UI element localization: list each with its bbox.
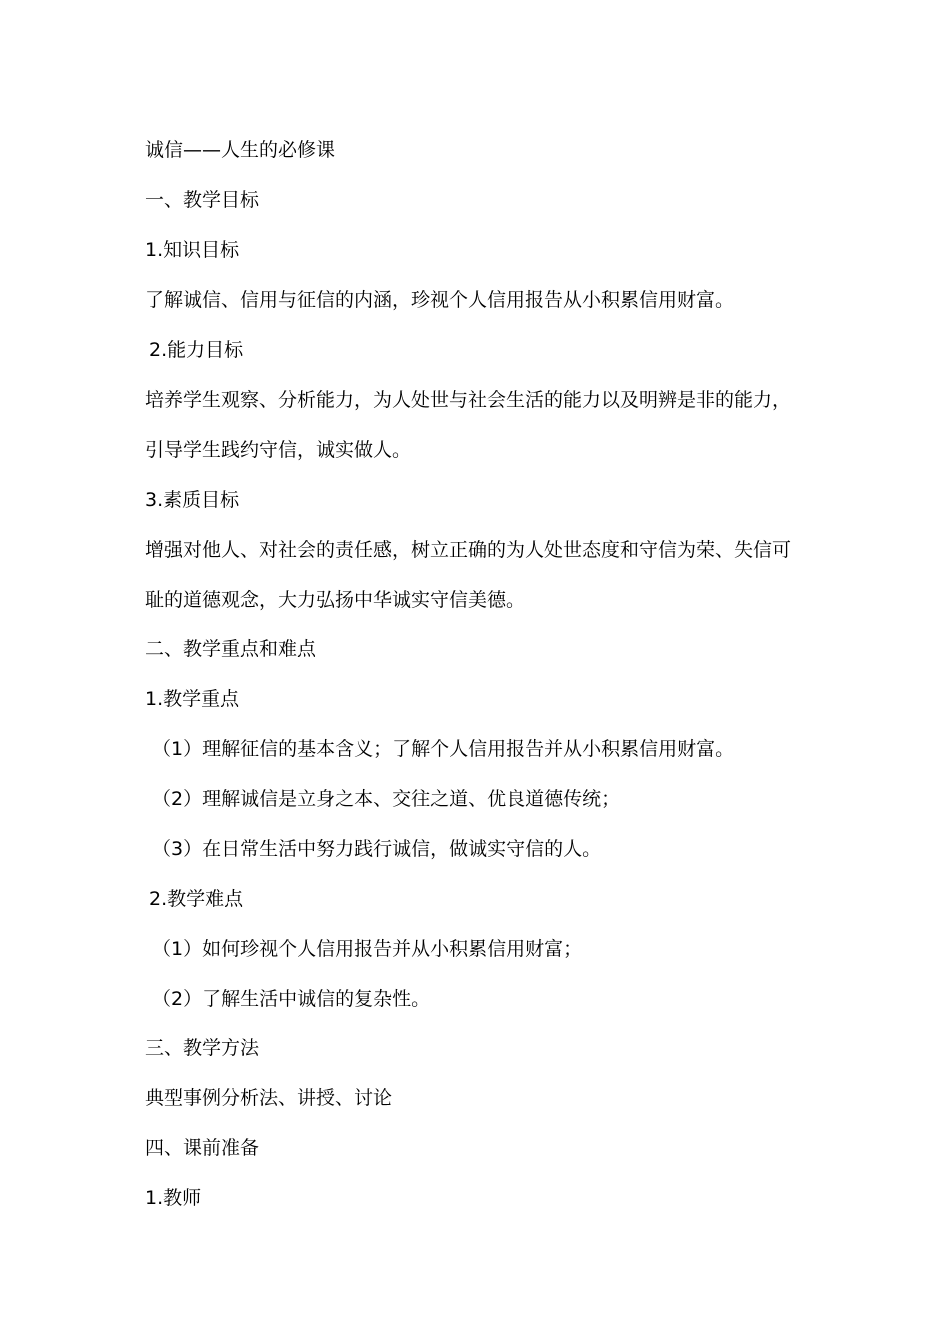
section-heading-teaching-goals: 一、教学目标 [145, 189, 260, 211]
subheading-teaching-difficulty: 2.教学难点 [149, 888, 244, 910]
list-item-focus-1: （1）理解征信的基本含义；了解个人信用报告并从小积累信用财富。 [152, 738, 735, 760]
paragraph-ability-goal-line1: 培养学生观察、分析能力，为人处世与社会生活的能力以及明辨是非的能力， [145, 389, 792, 411]
subheading-quality-goal: 3.素质目标 [145, 489, 240, 511]
list-item-focus-2: （2）理解诚信是立身之本、交往之道、优良道德传统； [152, 788, 621, 810]
subheading-teaching-focus: 1.教学重点 [145, 688, 240, 710]
paragraph-ability-goal-line2: 引导学生践约守信，诚实做人。 [145, 439, 412, 461]
list-item-difficulty-2: （2）了解生活中诚信的复杂性。 [152, 988, 431, 1010]
section-heading-teaching-method: 三、教学方法 [145, 1037, 260, 1059]
section-heading-key-points: 二、教学重点和难点 [145, 638, 317, 660]
document-title: 诚信——人生的必修课 [145, 139, 336, 161]
subheading-teacher: 1.教师 [145, 1187, 202, 1209]
paragraph-knowledge-goal: 了解诚信、信用与征信的内涵，珍视个人信用报告从小积累信用财富。 [145, 289, 735, 311]
paragraph-teaching-method: 典型事例分析法、讲授、讨论 [145, 1087, 393, 1109]
section-heading-preparation: 四、课前准备 [145, 1137, 260, 1159]
subheading-knowledge-goal: 1.知识目标 [145, 239, 240, 261]
list-item-difficulty-1: （1）如何珍视个人信用报告并从小积累信用财富； [152, 938, 583, 960]
paragraph-quality-goal-line2: 耻的道德观念，大力弘扬中华诚实守信美德。 [145, 589, 526, 611]
subheading-ability-goal: 2.能力目标 [149, 339, 244, 361]
list-item-focus-3: （3）在日常生活中努力践行诚信，做诚实守信的人。 [152, 838, 602, 860]
paragraph-quality-goal-line1: 增强对他人、对社会的责任感，树立正确的为人处世态度和守信为荣、失信可 [145, 539, 792, 561]
